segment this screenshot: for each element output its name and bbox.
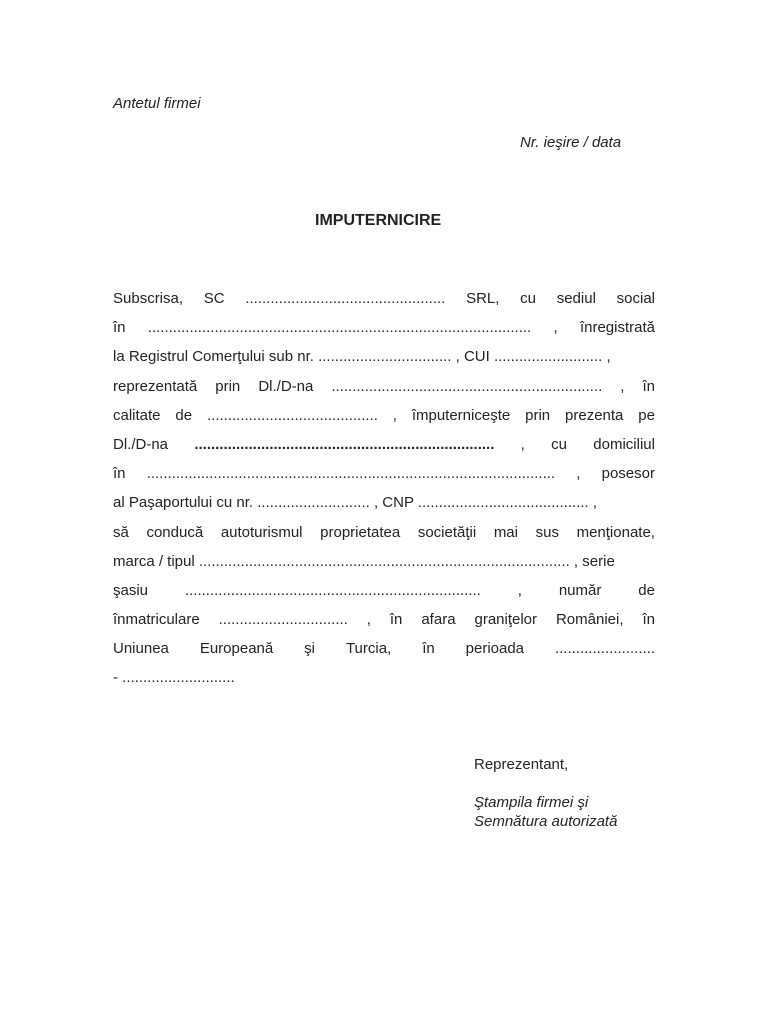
word: posesor (601, 465, 655, 483)
word: cu (520, 290, 536, 307)
word: şasiu (113, 581, 149, 599)
body-line (113, 663, 655, 692)
blank-field: ........................................................................ (194, 435, 495, 453)
word: Turcia, (345, 640, 392, 658)
word: mai (493, 523, 518, 541)
body-line (113, 576, 655, 605)
word: de (175, 406, 193, 424)
blank-field: ........................ (554, 640, 655, 658)
body-line (113, 372, 655, 401)
blank-field: ................................................ (245, 290, 446, 307)
document-title: IMPUTERNICIRE (315, 212, 442, 229)
body-line (113, 605, 655, 634)
word: număr (558, 581, 602, 599)
word: în (389, 611, 403, 629)
authorized-signature-label: Semnătura autorizată (474, 813, 618, 830)
word: autoturismul (220, 523, 303, 541)
body-line (113, 284, 655, 313)
body-text (113, 284, 655, 693)
line-text: marca / tipul ......................................................................................... , serie (113, 552, 615, 570)
word: Europeană (199, 640, 274, 658)
word: cu (551, 435, 567, 453)
line-text: al Paşaportului cu nr. ........................... , CNP ......................................... , (113, 494, 598, 512)
word: şi (304, 640, 316, 658)
body-line (113, 518, 655, 547)
line-text: la Registrul Comerţului sub nr. ................................ , CUI .......................... , (113, 348, 611, 366)
company-letterhead: Antetul firmei (113, 95, 201, 112)
word: Subscrisa, (113, 290, 184, 307)
body-line (113, 459, 655, 488)
word: reprezentată (113, 377, 198, 395)
word: în (642, 611, 655, 629)
word: , (620, 377, 625, 395)
word: SC (203, 290, 225, 307)
body-line (113, 488, 655, 517)
word: prezenta (565, 406, 624, 424)
word: în (422, 640, 435, 658)
word: sediul (556, 290, 596, 307)
word: , (520, 435, 525, 453)
word: calitate (113, 406, 161, 424)
ref-number-date: Nr. ieşire / data (520, 134, 622, 151)
word: conducă (146, 523, 204, 541)
stamp-label: Ştampila firmei şi (474, 794, 589, 811)
word: Dl./D-na (113, 435, 169, 453)
word: perioada (465, 640, 525, 658)
word: , (553, 319, 558, 337)
word: României, (555, 611, 624, 629)
representative-label: Reprezentant, (474, 756, 569, 773)
word: , (576, 465, 581, 483)
body-line (113, 401, 655, 430)
blank-field: ............................................................................................ (147, 319, 532, 337)
word: de (638, 581, 655, 599)
word: înregistrată (579, 319, 655, 337)
word: menţionate, (576, 523, 655, 541)
body-line (113, 342, 655, 371)
blank-field: ....................................................................... (184, 581, 481, 599)
word: graniţelor (474, 611, 538, 629)
word: sus (535, 523, 559, 541)
body-line (113, 547, 655, 576)
word: înmatriculare (113, 611, 200, 629)
word: prin (215, 377, 241, 395)
word: societăţii (417, 523, 477, 541)
word: , (366, 611, 371, 629)
body-line (113, 634, 655, 663)
word: în (113, 465, 126, 483)
word: , (392, 406, 397, 424)
word: , (517, 581, 522, 599)
word: SRL, (466, 290, 500, 307)
word: pe (638, 406, 655, 424)
word: în (642, 377, 655, 395)
blank-field: .................................................................................................. (146, 465, 556, 483)
body-line (113, 313, 655, 342)
blank-field: ............................... (218, 611, 348, 629)
word: împuterniceşte (411, 406, 511, 424)
word: afara (421, 611, 456, 629)
word: să (113, 523, 129, 541)
word: Dl./D-na (258, 377, 314, 395)
blank-field: ......................................... (207, 406, 378, 424)
word: prin (525, 406, 551, 424)
word: domiciliul (593, 435, 655, 453)
body-line (113, 430, 655, 459)
word: în (113, 319, 126, 337)
line-text: - ........................... (113, 669, 235, 687)
blank-field: ................................................................. (331, 377, 603, 395)
word: Uniunea (113, 640, 169, 658)
word: social (616, 290, 655, 307)
word: proprietatea (320, 523, 401, 541)
